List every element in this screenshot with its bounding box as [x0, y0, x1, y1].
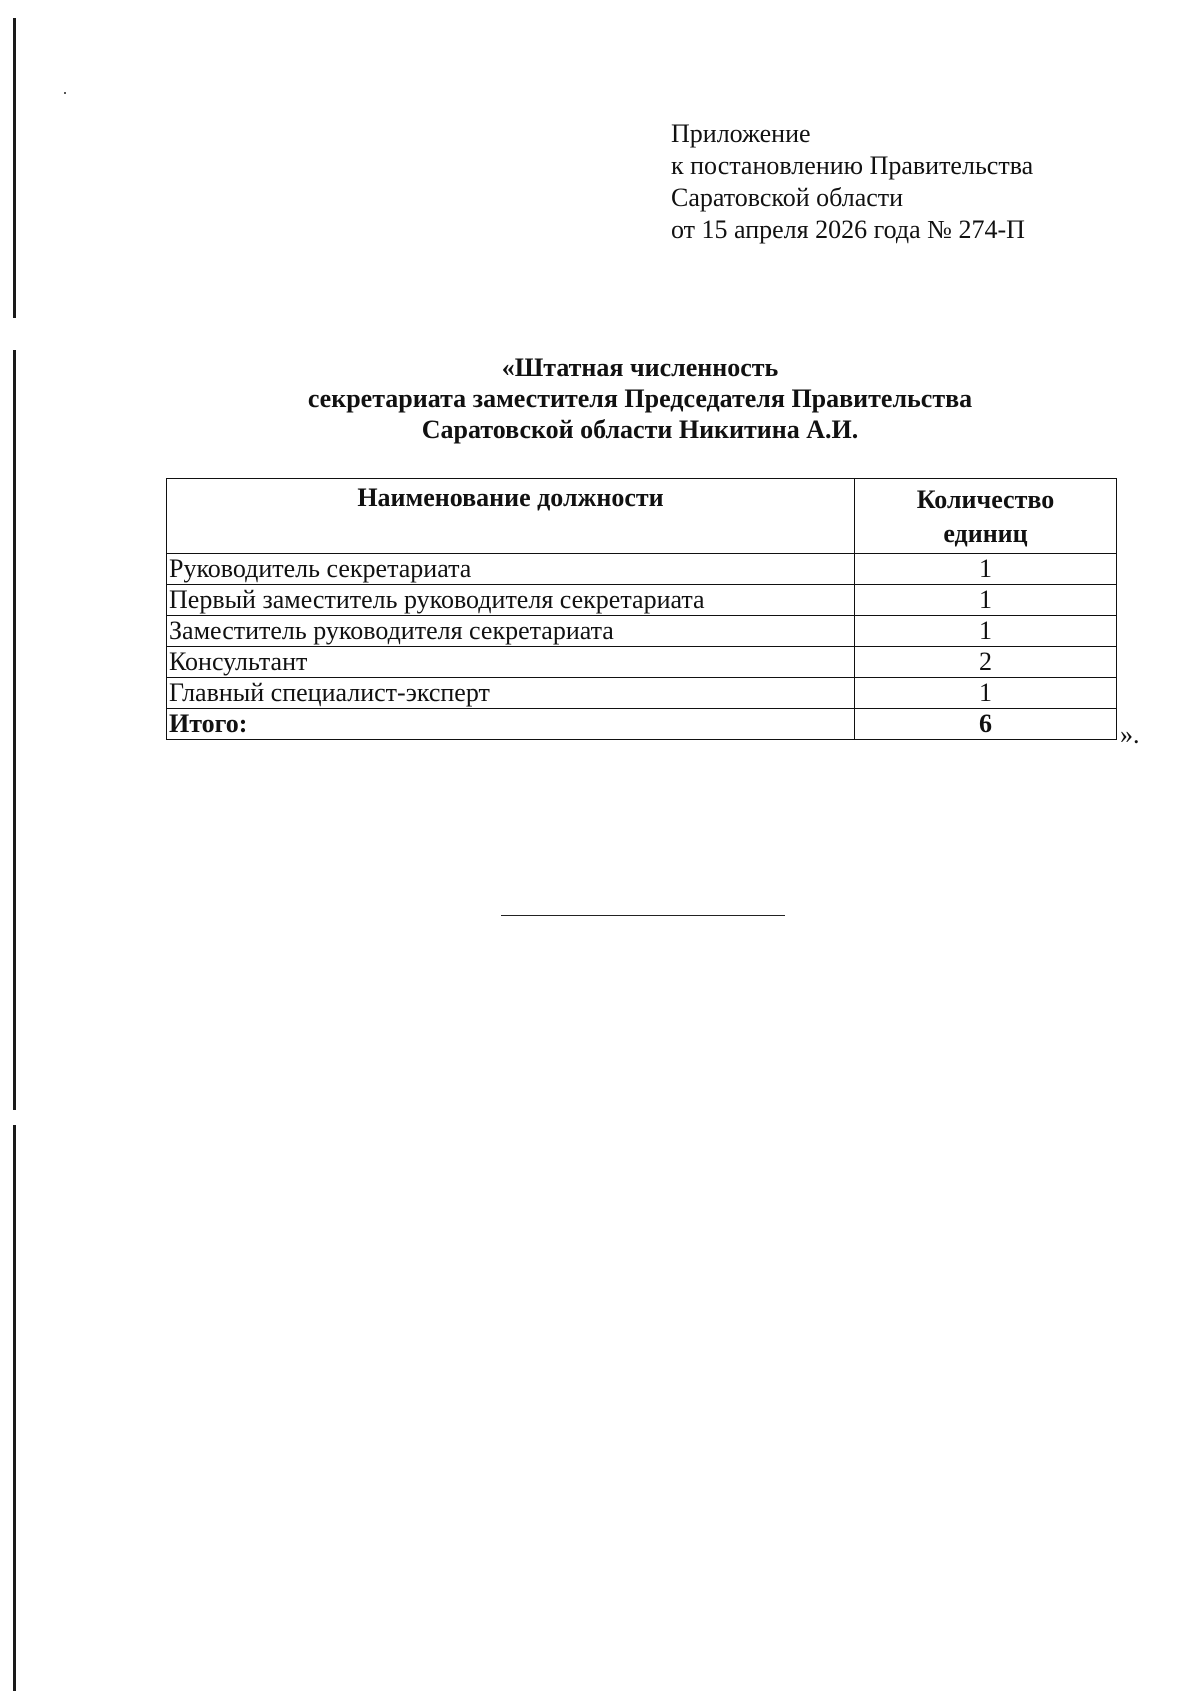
- title-line: секретариата заместителя Председателя Правительства: [307, 384, 973, 413]
- appendix-line: к постановлению Правительства: [671, 151, 1034, 180]
- position-cell: Консультант: [167, 647, 855, 678]
- document-title: [160, 352, 1120, 445]
- staffing-table: [166, 478, 1117, 740]
- table-row: [167, 616, 1117, 647]
- closing-quote: ».: [1120, 720, 1140, 749]
- header-quantity-line: Количество: [916, 485, 1055, 514]
- header-quantity: [855, 479, 1117, 554]
- quantity-cell: 1: [855, 678, 1117, 709]
- table-header-row: [167, 479, 1117, 554]
- header-quantity-line: единиц: [943, 519, 1028, 548]
- table-row: [167, 647, 1117, 678]
- table-row: [167, 678, 1117, 709]
- scan-edge-mark: [13, 350, 16, 1110]
- table-row: [167, 554, 1117, 585]
- title-line: «Штатная численность: [501, 353, 779, 382]
- total-label: Итого:: [167, 709, 855, 740]
- appendix-line: Саратовской области: [671, 183, 904, 212]
- appendix-line: Приложение: [671, 119, 811, 148]
- appendix-block: [671, 118, 1033, 246]
- scan-edge-mark: [13, 18, 16, 318]
- quantity-cell: 1: [855, 585, 1117, 616]
- position-cell: Заместитель руководителя секретариата: [167, 616, 855, 647]
- header-position: Наименование должности: [167, 479, 855, 554]
- scan-speck: [64, 92, 66, 94]
- quantity-cell: 1: [855, 554, 1117, 585]
- quantity-cell: 2: [855, 647, 1117, 678]
- quantity-cell: 1: [855, 616, 1117, 647]
- title-line: Саратовской области Никитина А.И.: [421, 415, 859, 444]
- position-cell: Руководитель секретариата: [167, 554, 855, 585]
- table-row: [167, 585, 1117, 616]
- position-cell: Главный специалист-эксперт: [167, 678, 855, 709]
- appendix-date-number: от 15 апреля 2026 года № 274-П: [671, 215, 1025, 244]
- table-total-row: [167, 709, 1117, 740]
- position-cell: Первый заместитель руководителя секретариата: [167, 585, 855, 616]
- scan-edge-mark: [13, 1125, 16, 1691]
- end-rule-line: [501, 915, 785, 916]
- total-quantity: 6: [855, 709, 1117, 740]
